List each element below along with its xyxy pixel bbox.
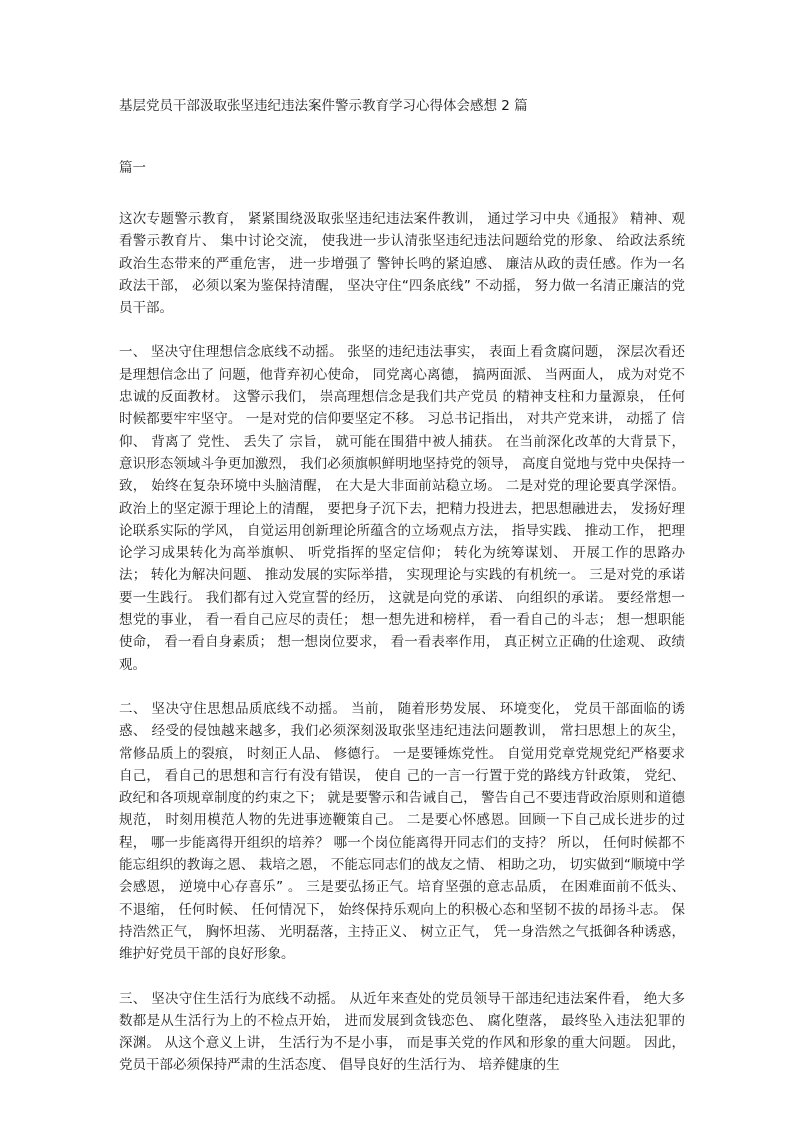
paragraph-intro: 这次专题警示教育， 紧紧围绕汲取张坚违纪违法案件教训， 通过学习中央《通报》 精神、观看警示教育片、 集中讨论交流， 使我进一步认清张坚违纪违法问题给党的形象、 给政法系统政治生态带来的严重危害， 进一步增强了 警钟长鸣的紧迫感、 廉洁从政的责任感。作为一名政法干部， 必须以案为鉴保持清醒， 坚决守住“四条底线” 不动摇， 努力做一名清正廉洁的党员干部。 — [119, 211, 685, 317]
paragraph-character: 二、 坚决守住思想品质底线不动摇。 当前， 随着形势发展、 环境变化， 党员干部面临的诱惑、 经受的侵蚀越来越多，我们必须深刻汲取张坚违纪违法问题教训， 常扫思想上的灰尘， 常修品质上的裂痕， 时刻正人品、 修德行。 一是要锤炼党性。 自觉用党章党规党纪严格要求自己， 看自己的思想和言行有没有错误， 使自 己的一言一行置于党的路线方针政策， 党纪、 政纪和各项规章制度的约束之下； 就是要警示和告诫自己， 警告自己不要违背政治原则和道德规范， 时刻用模范人物的先进事迹鞭策自己。 二是要心怀感恩。回顾一下自己成长进步的过程， 哪一步能离得开组织的培养？ 哪一个岗位能离得开同志们的支持？ 所以， 任何时候都不能忘组织的教诲之恩、 栽培之恩， 不能忘同志们的战友之情、 相助之功， 切实做到“顺境中学会感恩， 逆境中心存喜乐” 。 三是要弘扬正气。培育坚强的意志品质， 在困难面前不低头、 不退缩， 任何时候、 任何情况下， 始终保持乐观向上的积极心态和坚韧不拔的昂扬斗志。 保持浩然正气， 胸怀坦荡、 光明磊落，主持正义、 树立正气， 凭一身浩然之气抵御各种诱惑，维护好党员干部的良好形象。 — [119, 700, 685, 963]
document-title: 基层党员干部汲取张坚违纪违法案件警示教育学习心得体会感想 2 篇 — [119, 98, 528, 114]
document-page — [119, 96, 685, 1077]
paragraph-ideals: 一、 坚决守住理想信念底线不动摇。 张坚的违纪违法事实， 表面上看贪腐问题， 深层次看还是理想信念出了 问题，他背弃初心使命， 同党离心离德， 搞两面派、 当两面人， 成为对党不忠诚的反面教材。 这警示我们， 崇高理想信念是我们共产党员 的精神支柱和力量源泉， 任何时候都要牢牢坚守。 一是对党的信仰要坚定不移。 习总书记指出， 对共产党来讲， 动摇了 信仰、 背离了 党性、 丢失了 宗旨， 就可能在围猎中被人捕获。 在当前深化改革的大背景下， 意识形态领域斗争更加激烈， 我们必须旗帜鲜明地坚持党的领导， 高度自觉地与党中央保持一致， 始终在复杂环境中头脑清醒， 在大是大非面前站稳立场。 二是对党的理论要真学深悟。 政治上的坚定源于理论上的清醒， 要把身子沉下去，把精力投进去，把思想融进去， 发扬好理论联系实际的学风， 自觉运用创新理论所蕴含的立场观点方法， 指导实践、 推动工作， 把理论学习成果转化为高举旗帜、 听党指挥的坚定信仰； 转化为统筹谋划、 开展工作的思路办法； 转化为解决问题、 推动发展的实际举措， 实现理论与实践的有机统一。 三是对党的承诺要一生践行。 我们都有过入党宣誓的经历， 这就是向党的承诺、 向组织的承诺。 要经常想一想党的事业， 看一看自己应尽的责任； 想一想先进和榜样， 看一看自己的斗志； 想一想职能使命， 看一看自身素质； 想一想岗位要求， 看一看表率作用， 真正树立正确的仕途观、 政绩观。 — [119, 344, 685, 673]
section-label: 篇一 — [119, 160, 146, 176]
paragraph-conduct: 三、 坚决守住生活行为底线不动摇。 从近年来查处的党员领导干部违纪违法案件看， 绝大多数都是从生活行为上的不检点开始， 进而发展到贪钱恋色、 腐化堕落， 最终坠入违法犯罪的深渊。 从这个意义上讲， 生活行为不是小事， 而是事关党的作风和形象的重大问题。 因此， 党员干部必须保持严肃的生活态度、 倡导良好的生活行为、 培养健康的生 — [119, 990, 685, 1074]
